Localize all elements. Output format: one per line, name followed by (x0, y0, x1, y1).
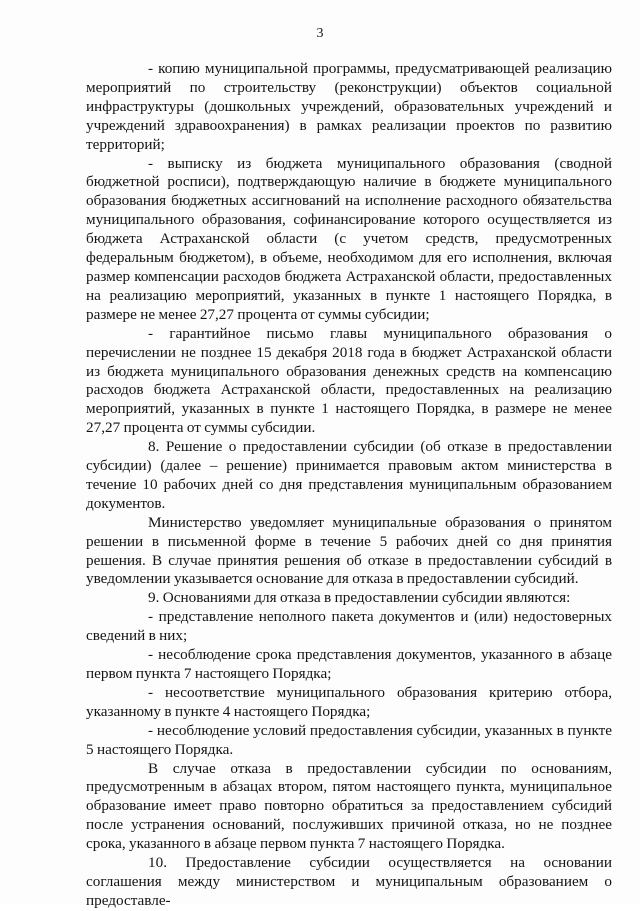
paragraph-refusal-criterion: - несоответствие муниципального образования критерию отбора, указанному в пункте 4 настоящего Порядка; (86, 683, 612, 720)
paragraph-item-9: 9. Основаниями для отказа в предоставлении субсидии являются: (148, 589, 571, 607)
paragraph-reapply: В случае отказа в предоставлении субсидии по основаниям, предусмотренным в абзацах втором, пятом настоящего пункта, муниципальное образование имеет право повторно обратиться за предоставлением субсидий после устранения оснований, послуживших причиной отказа, но не позднее срока, указанного в абзаце первом пункта 7 настоящего Порядка. (86, 759, 612, 853)
paragraph-refusal-deadline: - несоблюдение срока представления документов, указанного в абзаце первом пункта 7 настоящего Порядка; (86, 646, 612, 682)
page-number: 3 (316, 26, 324, 41)
paragraph-item-8: 8. Решение о предоставлении субсидии (об отказе в предоставлении субсидии) (далее – решение) принимается правовым актом министерства в течение 10 рабочих дней со дня представления муниципальным образованием документов. (86, 438, 612, 512)
paragraph-guarantee-letter: - гарантийное письмо главы муниципального образования о перечислении не позднее 15 декабря 2018 года в бюджет Астраханской области из бюджета муниципального образования денежных средств на компенсацию расходов бюджета Астраханской области, предоставленных на реализацию мероприятий, указанных в пункте 1 настоящего Порядка, в размере не менее 27,27 процента от суммы субсидии. (86, 324, 612, 437)
paragraph-refusal-incomplete-docs: - представление неполного пакета документов и (или) недостоверных сведений в них; (86, 608, 612, 645)
paragraph-item-10: 10. Предоставление субсидии осуществляется на основании соглашения между министерством и муниципальным образованием о предоставле- (86, 854, 612, 909)
paragraph-ministry-notice: Министерство уведомляет муниципальные образования о принятом решении в письменной форме в течение 5 рабочих дней со дня принятия решения. В случае принятия решения об отказе в предоставлении субсидий в уведомлении указывается основание для отказа в предоставлении субсидий. (86, 513, 612, 588)
paragraph-budget-extract: - выписку из бюджета муниципального образования (сводной бюджетной росписи), подтверждающую наличие в бюджете муниципального образования бюджетных ассигнований на исполнение расходного обязательства муниципального образования, софинансирование которого осуществляется из бюджета Астраханской области (с учетом средств, предусмотренных федеральным бюджетом), в объеме, необходимом для его исполнения, включая размер компенсации расходов бюджета Астраханской области, предоставленных на реализацию мероприятий, указанных в пункте 1 настоящего Порядка, в размере не менее 27,27 процента от суммы субсидии; (86, 154, 612, 323)
paragraph-program-copy: - копию муниципальной программы, предусматривающей реализацию мероприятий по строительству (реконструкции) объектов социальной инфраструктуры (дошкольных учреждений, образовательных учреждений и учреждений здравоохранения) в рамках реализации проектов по развитию территорий; (86, 60, 612, 153)
paragraph-refusal-conditions: - несоблюдение условий предоставления субсидии, указанных в пункте 5 настоящего Порядка. (86, 721, 612, 758)
document-body (86, 60, 612, 911)
